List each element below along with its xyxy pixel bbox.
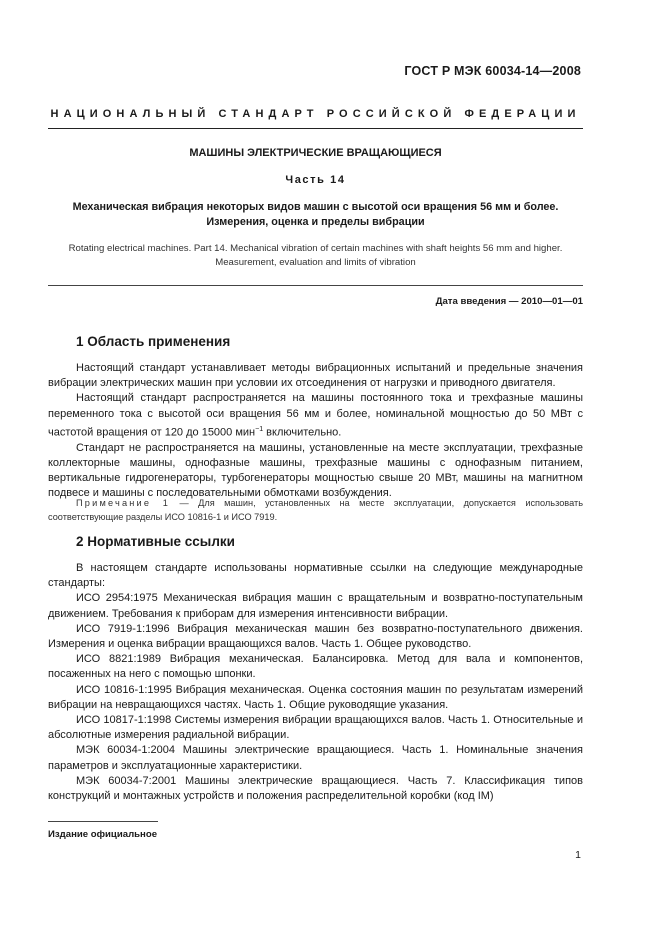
section-2-body (48, 561, 583, 804)
note-label: Примечание 1 (76, 498, 171, 508)
normative-reference-item: МЭК 60034-7:2001 Машины электрические вращающиеся. Часть 7. Классификация типов конструкций и монтажных устройств и положения распределительной коробки (код IM) (48, 774, 583, 803)
middle-rule (48, 285, 583, 286)
normative-reference-item: ИСО 2954:1975 Механическая вибрация машин с вращательным и возвратно-поступательным движением. Требования к приборам для измерения интенсивности вибрации. (48, 592, 583, 620)
page-number: 1 (575, 849, 581, 861)
normative-reference-item: МЭК 60034-1:2004 Машины электрические вращающиеся. Часть 1. Номинальные значения параметров и эксплуатационные характеристики. (48, 744, 583, 772)
english-subtitle-line-2: Measurement, evaluation and limits of vibration (215, 257, 416, 268)
section-1-paragraph-3: Стандарт не распространяется на машины, установленные на месте эксплуатации, трехфазные коллекторные машины, однофазные машины, трехфазные машины с однофазным питанием, вертикальные гидрогенераторы, турбогенераторы мощностью свыше 20 МВт, машины на магнитном подвесе и машины с последовательными обмотками возбуждения. (48, 441, 583, 500)
english-subtitle (48, 242, 583, 270)
section-1-paragraph-2-tail: включительно. (263, 426, 342, 439)
normative-reference-item: ИСО 10817-1:1998 Системы измерения вибрации вращающихся валов. Часть 1. Относительные и абсолютные измерения радиальной вибрации. (48, 714, 583, 742)
edition-label: Издание официальное (48, 829, 158, 840)
section-1-note (48, 496, 583, 524)
main-title: МАШИНЫ ЭЛЕКТРИЧЕСКИЕ ВРАЩАЮЩИЕСЯ (189, 147, 442, 159)
russian-subtitle-line-1: Механическая вибрация некоторых видов машин с высотой оси вращения 56 мм и более. (72, 201, 559, 213)
section-1-body (48, 361, 583, 501)
section-2-heading: 2 Нормативные ссылки (76, 534, 235, 549)
part-title: Часть 14 (285, 174, 346, 186)
section-2-intro: В настоящем стандарте использованы нормативные ссылки на следующие международные стандарты: (48, 562, 583, 590)
normative-reference-item: ИСО 7919-1:1996 Вибрация механическая машин без возвратно-поступательного движения. Измерения и оценка вибрации вращающихся валов. Часть 1. Общее руководство. (48, 622, 583, 651)
section-1-heading: 1 Область применения (76, 334, 231, 349)
russian-subtitle-line-2: Измерения, оценка и пределы вибрации (206, 216, 425, 228)
section-1-paragraph-2-text: Настоящий стандарт распространяется на машины постоянного тока и трехфазные машины переменного тока с высотой оси вращения 56 мм и более, номинальной мощностью до 50 МВт с частотой вращения от 120 до 15000 мин (48, 392, 583, 439)
footer-rule (48, 821, 158, 822)
normative-reference-item: ИСО 10816-1:1995 Вибрация механическая. Оценка состояния машин по результатам измерений вибрации на невращающихся частях. Часть 1. Общие руководящие указания. (48, 683, 583, 711)
top-rule (48, 128, 583, 129)
document-id: ГОСТ Р МЭК 60034-14—2008 (404, 64, 581, 78)
note-text: — Для машин, установленных на месте эксплуатации, допускается использовать соответствующие разделы ИСО 10816-1 и ИСО 7919. (48, 498, 583, 522)
introduction-date: Дата введения — 2010—01—01 (435, 296, 583, 307)
national-standard-banner: НАЦИОНАЛЬНЫЙ СТАНДАРТ РОССИЙСКОЙ ФЕДЕРАЦИИ (50, 108, 581, 120)
russian-subtitle (48, 200, 583, 230)
section-1-paragraph-2 (48, 391, 583, 440)
superscript: −1 (255, 425, 264, 433)
english-subtitle-line-1: Rotating electrical machines. Part 14. Mechanical vibration of certain machines with shaft heights 56 mm and higher. (68, 243, 563, 254)
section-1-paragraph-1: Настоящий стандарт устанавливает методы вибрационных испытаний и предельные значения вибрации электрических машин при условии их отсоединения от нагрузки и приводного двигателя. (48, 362, 583, 390)
normative-reference-item: ИСО 8821:1989 Вибрация механическая. Балансировка. Метод для вала и компонентов, посаженных на него с помощью шпонки. (48, 653, 583, 681)
